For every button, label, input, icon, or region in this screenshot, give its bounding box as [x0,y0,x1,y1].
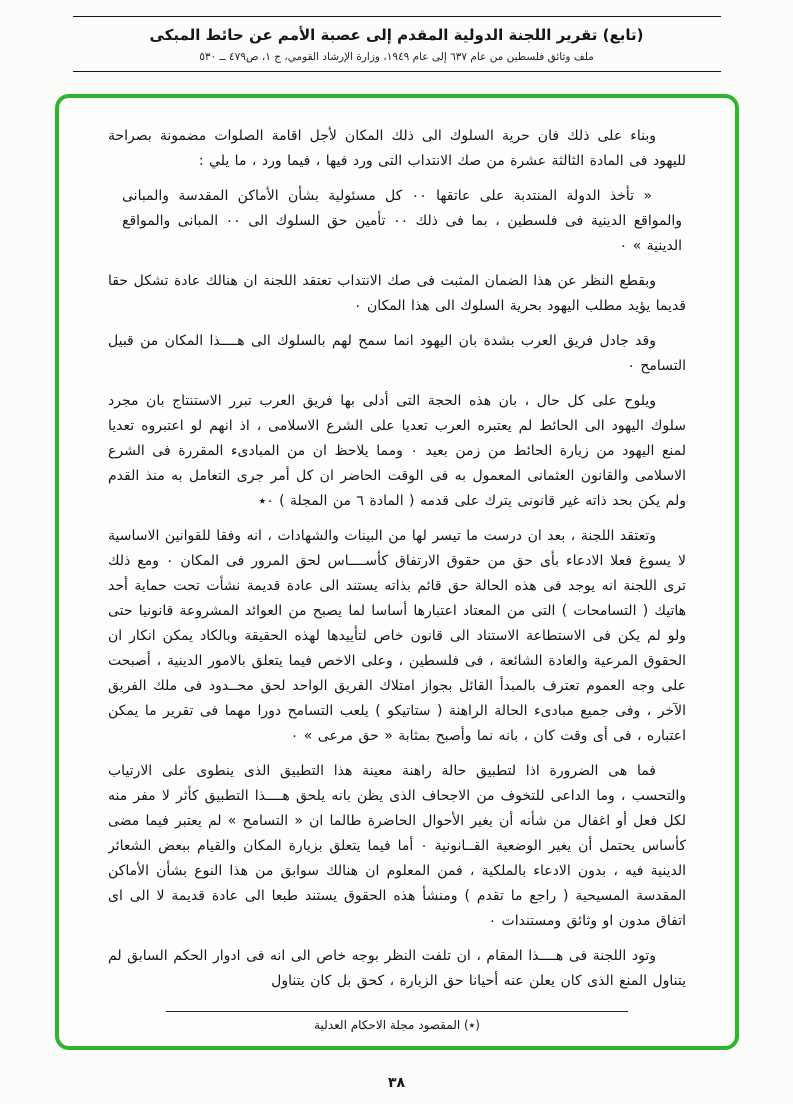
paragraph: ويلوح على كل حال ، بان هذه الحجة التى أدلى بها فريق العرب تبرر الاستنتاج بان مجرد سلوك اليهود الى الحائط لم يعتبره العرب تعديا على الشرع الاسلامى ، اذ انهم لو اعتبروه تعديا لمنع اليهود من زيارة الحائط من زمن بعيد ٠ ومما يلاحظ ان من المبادىء المقررة فى الشرع الاسلامى والقانون العثمانى المعمول به فى الوقت الحاضر ان كل أمر جرى التعامل به منذ القدم ولم يكن بحد ذاته غير قانونى يترك على قدمه ( المادة ٦ من المجلة ) ٠٭ [108,393,686,509]
paragraph: وتعتقد اللجنة ، بعد ان درست ما تيسر لها من البينات والشهادات ، انه وفقا للقوانين الاساسية لا يسوغ فعلا الادعاء بأى حق من حقوق الارتفاق كأســــاس لحق المرور فى المكان ٠ ومع ذلك ترى اللجنة انه يوجد فى هذه الحالة حق قائم بذاته يستند الى عادة قديمة نشأت تحت حماية أحد هاتيك ( التسامحات ) التى من المعتاد اعتبارها أساسا لما يصبح من العوائد المشروعة قانونيا حتى ولو لم يكن فى الاستطاعة الاستناد الى قانون خاص لتأييدها لهذه الحقيقة وبالكاد يمكن انكار ان الحقوق المرعية والعادة الشائعة ، فى فلسطين ، وعلى الاخص فيما يتعلق بالامور الدينية ، أصبحت على وجه العموم تعترف بالمبدأ القائل بجواز امتلاك الفريق الواحد لحق محــدود فى ملك الفريق الآخر ، وفى جميع مبادىء الحالة الراهنة ( ستاتيكو ) يلعب التسامح دورا مهما فى تقرير ما يمكن اعتباره ، فى أى وقت كان ، بانه نما وأصبح بمثابة « حق مرعى » ٠ [108,528,686,744]
footnote [166,1011,628,1032]
footnote-text: (٭) المقصود مجلة الاحكام العدلية [314,1018,480,1032]
paragraph: وقد جادل فريق العرب بشدة بان اليهود انما سمح لهم بالسلوك الى هــــذا المكان من قبيل التسامح ٠ [108,333,686,374]
document-title: (تابع) تقرير اللجنة الدولية المقدم إلى عصبة الأمم عن حائط المبكى [149,26,644,44]
paragraph: وبناء على ذلك فان حرية السلوك الى ذلك المكان لأجل اقامة الصلوات مضمونة بصراحة لليهود فى المادة الثالثة عشرة من صك الانتداب التى ورد فيها ، فيما ورد ، ما يلي : [108,128,686,169]
paragraph: وتود اللجنة فى هــــذا المقام ، ان تلفت النظر بوجه خاص الى انه فى ادوار الحكم السابق لم يتناول المنع الذى كان يعلن عنه أحيانا حق الزيارة ، كحق بل كان يتناول [108,948,686,989]
green-highlight-frame [55,94,739,1050]
document-body [108,98,686,1046]
header-rule-top [73,16,721,17]
page-number: ٣٨ [387,1075,406,1091]
header-rule-bottom [73,71,721,72]
blockquote-paragraph: « تأخذ الدولة المنتدبة على عاتقها ٠٠ كل مسئولية بشأن الأماكن المقدسة والمبانى والمواقع الدينية فى فلسطين ، بما فى ذلك ٠٠ تأمين حق السلوك الى ٠٠ المبانى والمواقع الدينية » ٠ [122,188,683,254]
paragraph: فما هى الضرورة اذا لتطبيق حالة راهنة معينة هذا التطبيق الذى ينطوى على الارتياب والتحسب ، وما الداعى للتخوف من الاجحاف الذى يظن بانه يلحق هــــذا التطبيق كأثر لا مفر منه لكل فعل أو اغفال من شأنه أن يغير الأحوال الحاضرة طالما ان « التسامح » لم يعتبر فيما مضى كأساس يحتمل أن يغير الوضعية القــانونية ٠ أما فيما يتعلق بزيارة المكان والقيام ببعض الشعائر الدينية فيه ، بدون الادعاء بالملكية ، فمن المعلوم ان هنالك سوابق من هذا النوع بشأن الأماكن المقدسة المسيحية ( راجع ما تقدم ) ومنشأ هذه الحقوق يستند طبعا الى عادة قديمة لا الى اى اتفاق مدون او وثائق ومستندات ٠ [108,763,686,929]
document-citation: ملف وثائق فلسطين من عام ٦٣٧ إلى عام ١٩٤٩، وزارة الإرشاد القومي، ج ١، ص٤٧٩ ــ ٥٣٠ [199,51,594,63]
paragraph: وبقطع النظر عن هذا الضمان المثبت فى صك الانتداب تعتقد اللجنة ان هنالك عادة تشكل حقا قديما يؤيد مطلب اليهود بحرية السلوك الى هذا المكان ٠ [108,273,686,314]
page-header [40,16,753,72]
